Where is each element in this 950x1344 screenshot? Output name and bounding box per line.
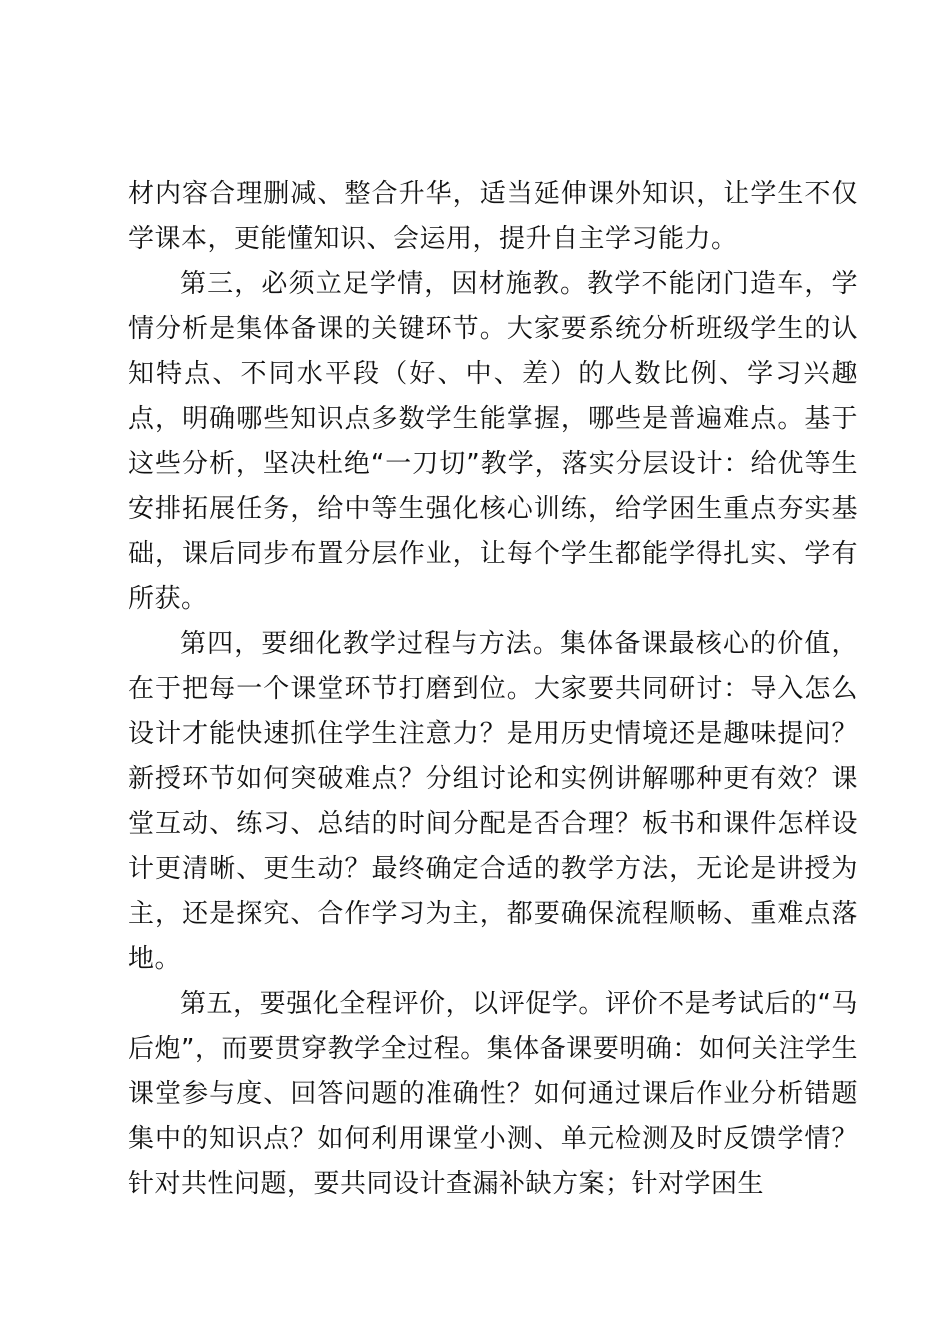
paragraph-fifth: 第五，要强化全程评价，以评促学。评价不是考试后的“马后炮”，而要贯穿教学全过程。集体备课要明确：如何关注学生课堂参与度、回答问题的准确性？如何通过课后作业分析错题集中的知识点？如何利用课堂小测、单元检测及时反馈学情？针对共性问题，要共同设计查漏补缺方案；针对学困生 <box>128 989 858 1199</box>
paragraph-continuation: 材内容合理删减、整合升华，适当延伸课外知识，让学生不仅学课本，更能懂知识、会运用，提升自主学习能力。 <box>128 179 858 254</box>
paragraph-fourth: 第四，要细化教学过程与方法。集体备课最核心的价值，在于把每一个课堂环节打磨到位。大家要共同研讨：导入怎么设计才能快速抓住学生注意力？是用历史情境还是趣味提问？新授环节如何突破难点？分组讨论和实例讲解哪种更有效？课堂互动、练习、总结的时间分配是否合理？板书和课件怎样设计更清晰、更生动？最终确定合适的教学方法，无论是讲授为主，还是探究、合作学习为主，都要确保流程顺畅、重难点落地。 <box>128 629 858 974</box>
paragraph-third: 第三，必须立足学情，因材施教。教学不能闭门造车，学情分析是集体备课的关键环节。大家要系统分析班级学生的认知特点、不同水平段（好、中、差）的人数比例、学习兴趣点，明确哪些知识点多数学生能掌握，哪些是普遍难点。基于这些分析，坚决杜绝“一刀切”教学，落实分层设计：给优等生安排拓展任务，给中等生强化核心训练，给学困生重点夯实基础，课后同步布置分层作业，让每个学生都能学得扎实、学有所获。 <box>128 269 858 614</box>
document-body <box>128 172 858 1207</box>
